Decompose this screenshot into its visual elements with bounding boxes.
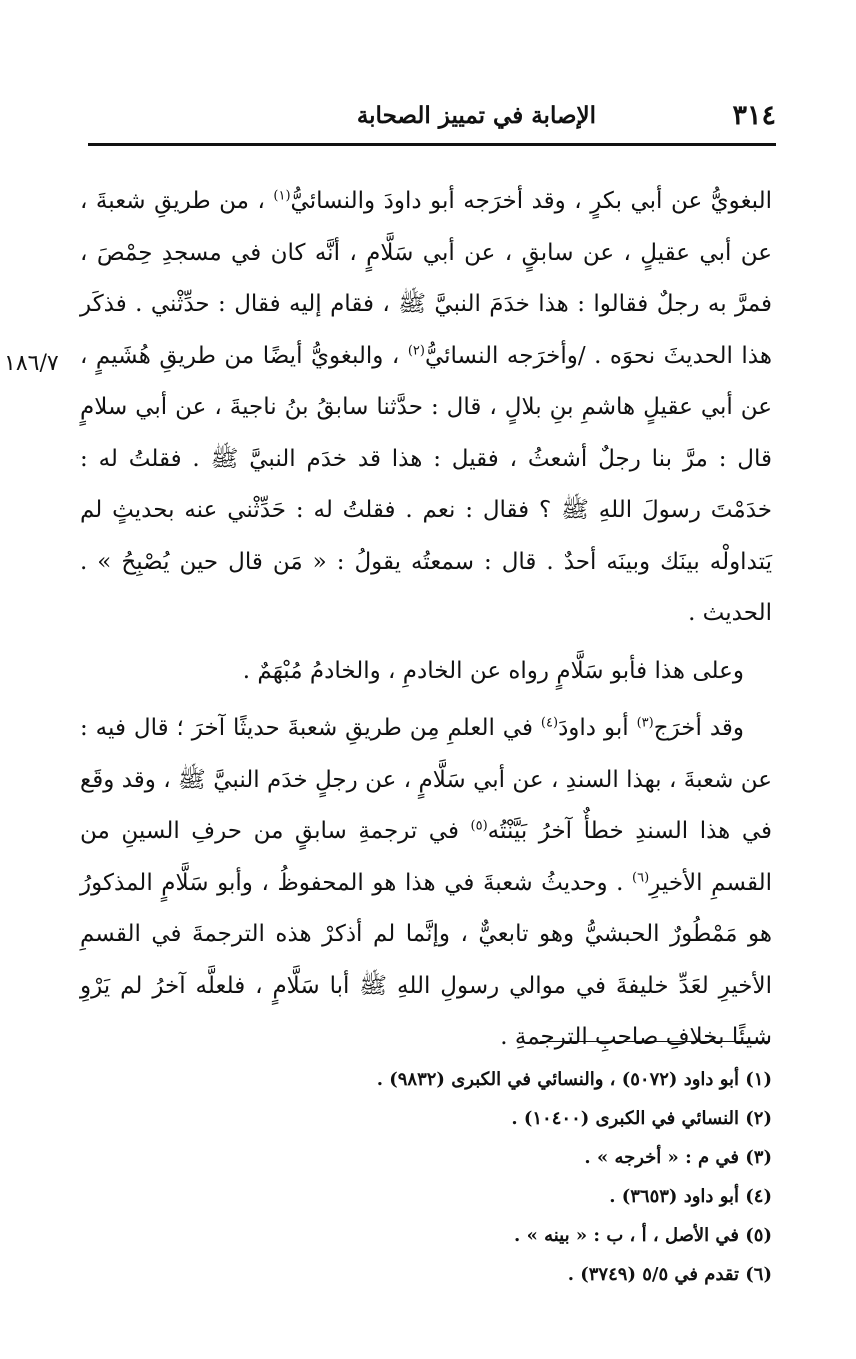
paragraph-1 [80, 176, 772, 640]
header-rule [88, 143, 776, 146]
paragraph-3-segment-5: . وحديثُ شعبةَ في هذا هو المحفوظُ ، وأبو سَلَّامٍ المذكورُ هو مَمْطُورٌ الحبشيُّ وهو تابعيٌّ ، وإنَّما لم أذكرْ هذه الترجمةَ في القسمِ الأخيرِ لعَدِّ خليفةَ في موالي رسولِ اللهِ ﷺ أبا سَلَّامٍ ، فلعلَّه آخرُ لم يَرْوِ شيئًا بخلافِ صاحبِ الترجمةِ . [80, 869, 772, 1050]
footnote-ref-3: (٣) [636, 715, 654, 731]
paragraph-2: وعلى هذا فأبو سَلَّامٍ رواه عن الخادمِ ، والخادمُ مُبْهَمٌ . [242, 657, 744, 684]
paragraph-1-segment-3: ، والبغويُّ أيضًا من طريقِ هُشَيمٍ ، عن أبي عقيلٍ هاشمِ بنِ بلالٍ ، قال : حدَّثنا سابقُ بنُ ناجيةَ ، عن أبي سلامٍ قال : مرَّ بنا رجلٌ أشعثُ ، فقيل : هذا قد خدَم النبيَّ ﷺ . فقلتُ له : خدَمْتَ رسولَ اللهِ ﷺ ؟ فقال : نعم . فقلتُ له : حَدِّثْني عنه بحديثٍ لم يَتداولْه بينَك وبينَه أحدٌ . قال : سمعتُه يقولُ : « مَن قال حين يُصْبِحُ » . الحديث . [80, 342, 772, 626]
footnote-ref-5: (٥) [470, 818, 488, 834]
paragraph-1-segment-2: ، من طريقِ شعبةَ ، عن أبي عقيلٍ ، عن سابقٍ ، عن أبي سَلَّامٍ ، أنَّه كان في مسجدِ حِمْصَ ، فمرَّ به رجلٌ فقالوا : هذا خدَمَ النبيَّ ﷺ ، فقام إليه فقال : حدِّثْني . فذكَر هذا الحديثَ نحوَه . /وأخرَجه النسائيُّ [80, 188, 772, 369]
paragraph-3 [80, 703, 772, 1064]
running-title: الإصابة في تمييز الصحابة [356, 102, 596, 129]
paragraph-3-segment-3: في العلمِ مِن طريقِ شعبةَ حديثًا آخرَ ؛ قال فيه : عن شعبةَ ، بهذا السندِ ، عن أبي سَلَّامٍ ، عن رجلٍ خدَم النبيَّ ﷺ ، وقد وقَع في هذا السندِ خطأٌ آخرُ بَيَّنْتُه [80, 715, 773, 844]
footnote-1: (١) أبو داود (٥٠٧٢) ، والنسائي في الكبرى (٩٨٣٢) . [376, 1069, 772, 1090]
footnote-3: (٣) في م : « أخرجه » . [584, 1147, 772, 1168]
footnote-ref-6: (٦) [632, 869, 650, 885]
footnote-5: (٥) في الأصل ، أ ، ب : « بينه » . [514, 1225, 772, 1246]
footnote-6: (٦) تقدم في ٥/٥ (٣٧٤٩) . [567, 1264, 772, 1285]
footnote-ref-4: (٤) [540, 715, 559, 731]
paragraph-3-segment-1: وقد أخرَج [653, 715, 744, 741]
paragraph-3-segment-2: أبو داودَ [558, 715, 637, 741]
paragraph-3-segment-4: في ترجمةِ سابقٍ من حرفِ السينِ من القسمِ الأخيرِ [80, 818, 772, 896]
footnote-rule [540, 1041, 770, 1042]
footnote-ref-2: (٢) [407, 342, 425, 358]
margin-page-reference: ١٨٦/٧ [4, 351, 59, 376]
footnote-ref-1: (١) [273, 188, 291, 204]
main-text [80, 176, 772, 1064]
page-number: ٣١٤ [732, 100, 776, 131]
footnote-2: (٢) النسائي في الكبرى (١٠٤٠٠) . [511, 1108, 772, 1129]
footnote-4: (٤) أبو داود (٣٦٥٣) . [609, 1186, 772, 1207]
page-header [88, 98, 776, 134]
footnotes [300, 1060, 772, 1294]
paragraph-1-segment-1: البغويُّ عن أبي بكرٍ ، وقد أخرَجه أبو داودَ والنسائيُّ [290, 188, 773, 214]
